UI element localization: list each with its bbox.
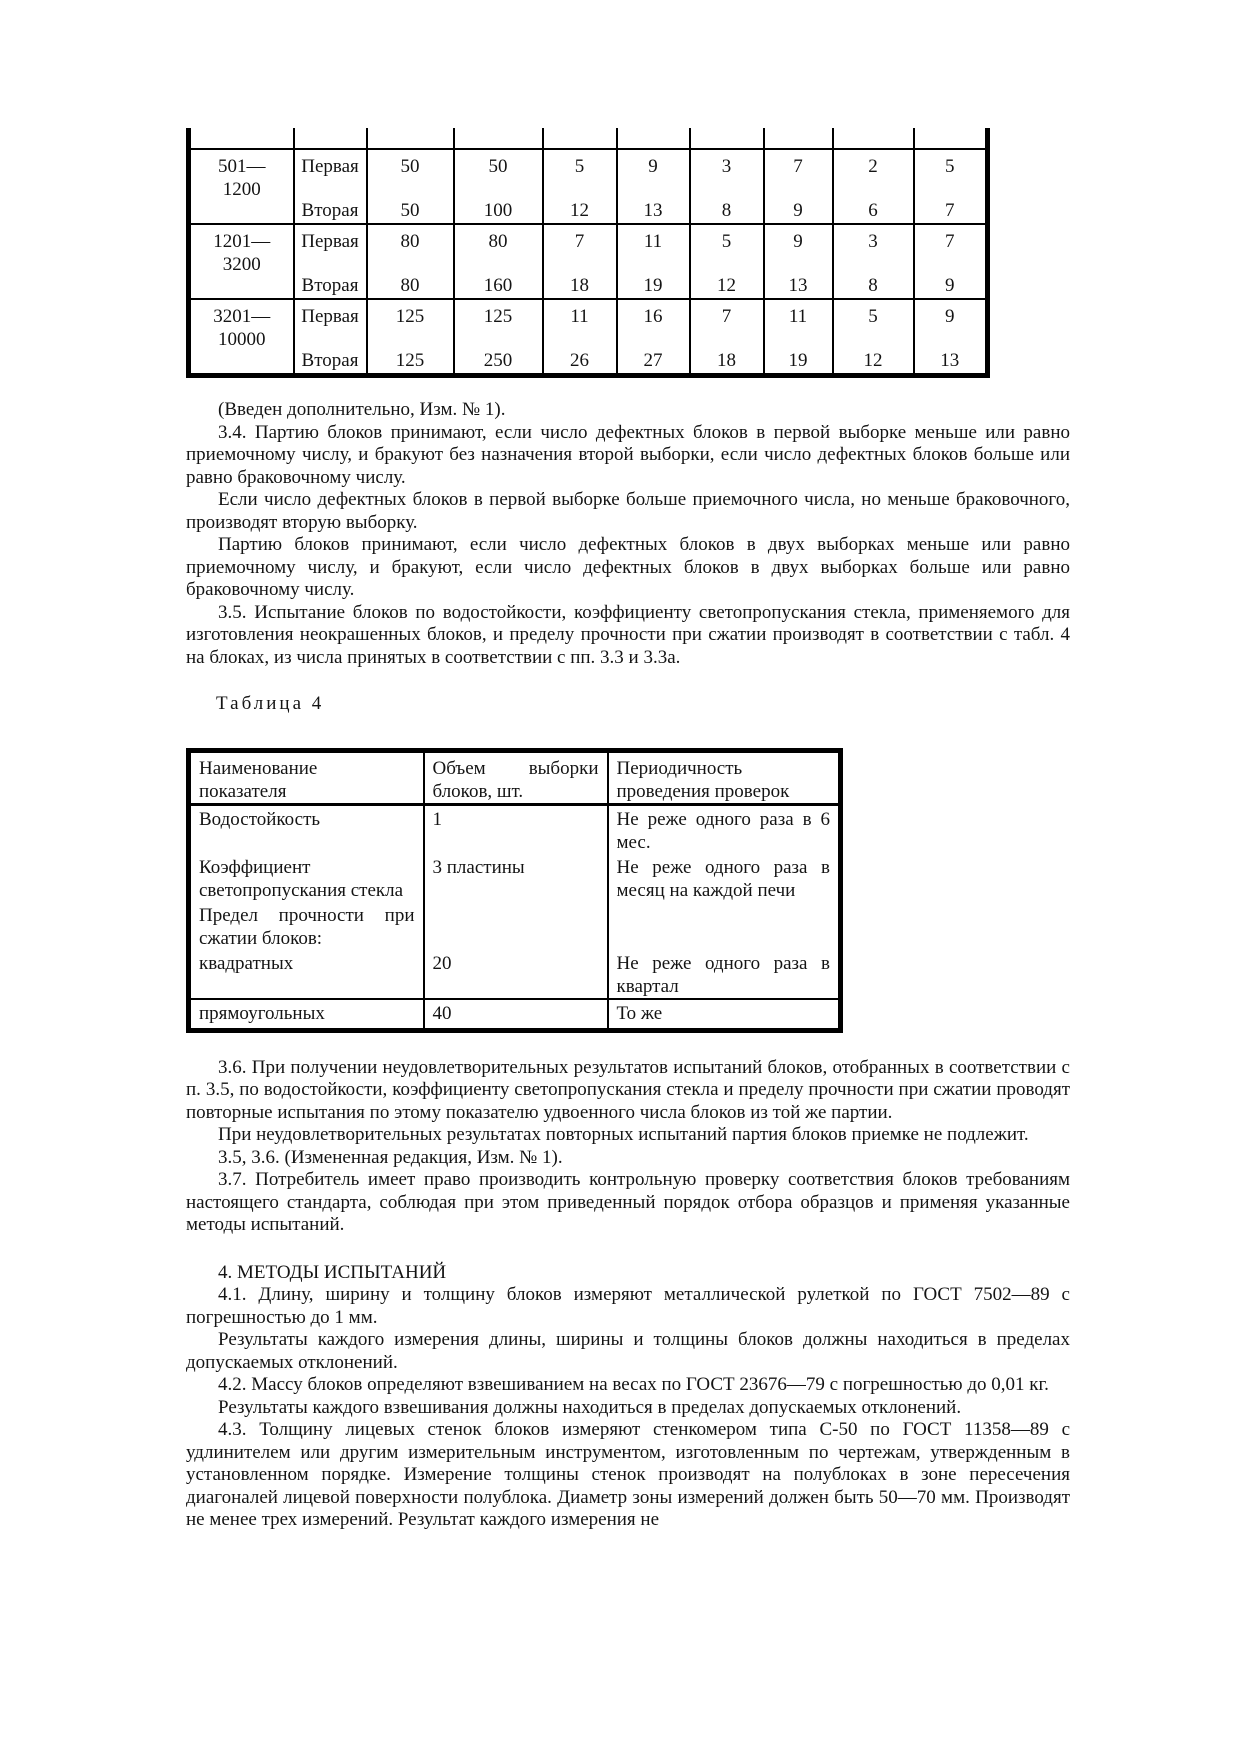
table-cell: 9 (764, 197, 833, 224)
table-cell: 27 (617, 347, 690, 376)
table-cell: 40 (424, 999, 608, 1031)
table-cell: 1201— 3200 (189, 224, 294, 299)
table-cell (914, 128, 988, 149)
table-cell (608, 902, 841, 950)
table-cell: 501— 1200 (189, 149, 294, 224)
table-row (189, 347, 988, 376)
paragraph-3-6-b: При неудовлетворительных результатах повторных испытаний партия блоков приемке не подлежит. (218, 1124, 1029, 1145)
table-cell: 125 (454, 299, 543, 347)
table-cell: 11 (543, 299, 617, 347)
table-cell (189, 128, 294, 149)
table-cell: 125 (367, 347, 454, 376)
table-cell: 12 (690, 272, 764, 299)
table-cell (690, 128, 764, 149)
table-row (189, 149, 988, 197)
table-cell: 3201— 10000 (189, 299, 294, 376)
table-continuation-stub-row (189, 128, 988, 149)
table-cell: Не реже одного раза в месяц на каждой печи (608, 854, 841, 902)
section-4-heading: 4. МЕТОДЫ ИСПЫТАНИЙ (218, 1261, 447, 1283)
table-row (189, 272, 988, 299)
table-cell: 50 (367, 197, 454, 224)
header-line: Наименование (199, 757, 318, 779)
table-cell (367, 128, 454, 149)
table-cell: 18 (690, 347, 764, 376)
table-row (189, 804, 841, 854)
table-cell: Не реже одного раза в 6 мес. (608, 804, 841, 854)
table-cell: 11 (617, 224, 690, 272)
table-row (189, 854, 841, 902)
table-cell: 19 (764, 347, 833, 376)
table-row (189, 950, 841, 999)
table-cell: 7 (690, 299, 764, 347)
table-cell: 3 (690, 149, 764, 197)
table-cell: 1 (424, 804, 608, 854)
table-header-cell (424, 750, 608, 804)
table-header-cell (608, 750, 841, 804)
table-cell: 19 (617, 272, 690, 299)
table-cell: 160 (454, 272, 543, 299)
header-line: показателя (199, 780, 287, 802)
header-line: блоков, шт. (432, 780, 524, 802)
table-cell: 5 (543, 149, 617, 197)
table-cell: 100 (454, 197, 543, 224)
table-cell: 50 (454, 149, 543, 197)
table-cell: Не реже одного раза в квартал (608, 950, 841, 999)
sampling-table (186, 128, 990, 378)
table-cell: 50 (367, 149, 454, 197)
table-cell: 3 пластины (424, 854, 608, 902)
table-cell: 125 (367, 299, 454, 347)
table-cell: Коэффициент светопропускания стекла (189, 854, 424, 902)
paragraph-3-5-3-6: 3.5, 3.6. (Измененная редакция, Изм. № 1). (218, 1146, 563, 1168)
table-cell: То же (608, 999, 841, 1031)
table-cell: 5 (914, 149, 988, 197)
table-cell: 20 (424, 950, 608, 999)
table-cell: Вторая (294, 272, 367, 299)
table-header-row (189, 750, 841, 804)
table-cell: 80 (454, 224, 543, 272)
table-cell: 13 (914, 347, 988, 376)
table-cell: 250 (454, 347, 543, 376)
table-cell: 9 (764, 224, 833, 272)
table-cell: 80 (367, 272, 454, 299)
table-cell: 26 (543, 347, 617, 376)
table-cell (454, 128, 543, 149)
inspection-table-head (189, 750, 841, 804)
table-cell: 8 (690, 197, 764, 224)
table-cell: 11 (764, 299, 833, 347)
sampling-table-body (189, 128, 988, 376)
paragraph-3-5: 3.5. Испытание блоков по водостойкости, коэффициенту светопропускания стекла, применяемого для изготовления неокрашенных блоков, и пределу прочности при сжатии производят в соответствии с табл. 4 на блоках, из числа принятых в соответствии с пп. 3.3 и 3.3а. (186, 601, 1070, 668)
inspection-table-body (189, 804, 841, 1030)
amendment-note: (Введен дополнительно, Изм. № 1). (218, 399, 506, 420)
table-cell: 9 (617, 149, 690, 197)
table-row (189, 299, 988, 347)
table-row (189, 902, 841, 950)
table-cell: квадратных (189, 950, 424, 999)
table-cell: Вторая (294, 347, 367, 376)
table-cell: 6 (833, 197, 914, 224)
table-cell: 13 (764, 272, 833, 299)
table-cell (543, 128, 617, 149)
inspection-schedule-table (186, 748, 843, 1033)
table-cell (833, 128, 914, 149)
table-cell: прямоугольных (189, 999, 424, 1031)
table-cell: 5 (690, 224, 764, 272)
paragraph-4-2-b: Результаты каждого взвешивания должны находиться в пределах допускаемых отклонений. (218, 1396, 962, 1418)
table-cell: 3 (833, 224, 914, 272)
table-cell: Первая (294, 299, 367, 347)
table-cell (294, 128, 367, 149)
table-cell: Вторая (294, 197, 367, 224)
table-cell: Водостойкость (189, 804, 424, 854)
table-row (189, 999, 841, 1031)
table-cell: 7 (914, 224, 988, 272)
table-header-cell (189, 750, 424, 804)
table-cell (617, 128, 690, 149)
table-cell: 16 (617, 299, 690, 347)
table-cell: Первая (294, 224, 367, 272)
table-cell: 18 (543, 272, 617, 299)
paragraph-3-4-b: Если число дефектных блоков в первой выборке больше приемочного числа, но меньше браковочного, производят вторую выборку. (186, 489, 1070, 533)
table-cell: 9 (914, 272, 988, 299)
header-line: проведения проверок (616, 780, 790, 802)
table-cell (424, 902, 608, 950)
paragraph-3-4-c: Партию блоков принимают, если число дефектных блоков в двух выборках меньше или равно приемочному числу, и бракуют, если число дефектных блоков в двух выборках больше или равно браковочному числу. (186, 534, 1070, 600)
paragraph-3-7: 3.7. Потребитель имеет право производить контрольную проверку соответствия блоков требованиям настоящего стандарта, соблюдая при этом приведенный порядок отбора образцов и применяя указанные методы испытаний. (186, 1169, 1070, 1235)
paragraph-4-2: 4.2. Массу блоков определяют взвешиванием на весах по ГОСТ 23676—79 с погрешностью до 0,01 кг. (218, 1374, 1049, 1395)
paragraph-4-1: 4.1. Длину, ширину и толщину блоков измеряют металлической рулеткой по ГОСТ 7502—89 с погрешностью до 1 мм. (186, 1284, 1070, 1328)
table-row (189, 197, 988, 224)
table-cell: 7 (764, 149, 833, 197)
paragraph-4-3: 4.3. Толщину лицевых стенок блоков измеряют стенкомером типа С-50 по ГОСТ 11358—89 с удлинителем или другим измерительным инструментом, изготовленным по чертежам, утвержденным в установленном порядке. Измерение толщины стенок производят на полублоках в зоне пересечения диагоналей лицевой поверхности полублока. Диаметр зоны измерений должен быть 50—70 мм. Производят не менее трех измерений. Результат каждого измерения не (186, 1419, 1070, 1530)
table-cell: Первая (294, 149, 367, 197)
table-cell: 8 (833, 272, 914, 299)
paragraph-4-1-b: Результаты каждого измерения длины, ширины и толщины блоков должны находиться в пределах допускаемых отклонений. (186, 1329, 1070, 1373)
table4-caption: Таблица 4 (216, 693, 325, 714)
table-cell: Предел прочности при сжатии блоков: (189, 902, 424, 950)
page-content (186, 128, 1070, 1532)
table-cell: 80 (367, 224, 454, 272)
table-cell: 9 (914, 299, 988, 347)
table-cell: 13 (617, 197, 690, 224)
table-row (189, 224, 988, 272)
paragraph-3-6: 3.6. При получении неудовлетворительных результатов испытаний блоков, отобранных в соответствии с п. 3.5, по водостойкости, коэффициенту светопропускания стекла и пределу прочности при сжатии проводят повторные испытания по этому показателю удвоенного числа блоков из той же партии. (186, 1056, 1070, 1123)
table-cell: 7 (543, 224, 617, 272)
header-line: Объем выборки (432, 757, 599, 779)
table-cell: 5 (833, 299, 914, 347)
header-line: Периодичность (616, 757, 743, 779)
table-cell: 12 (833, 347, 914, 376)
table-cell (764, 128, 833, 149)
paragraph-3-4: 3.4. Партию блоков принимают, если число дефектных блоков в первой выборке меньше или равно приемочному числу, и бракуют без назначения второй выборки, если число дефектных блоков больше или равно браковочному числу. (186, 421, 1070, 488)
table-cell: 7 (914, 197, 988, 224)
table-cell: 2 (833, 149, 914, 197)
table-cell: 12 (543, 197, 617, 224)
